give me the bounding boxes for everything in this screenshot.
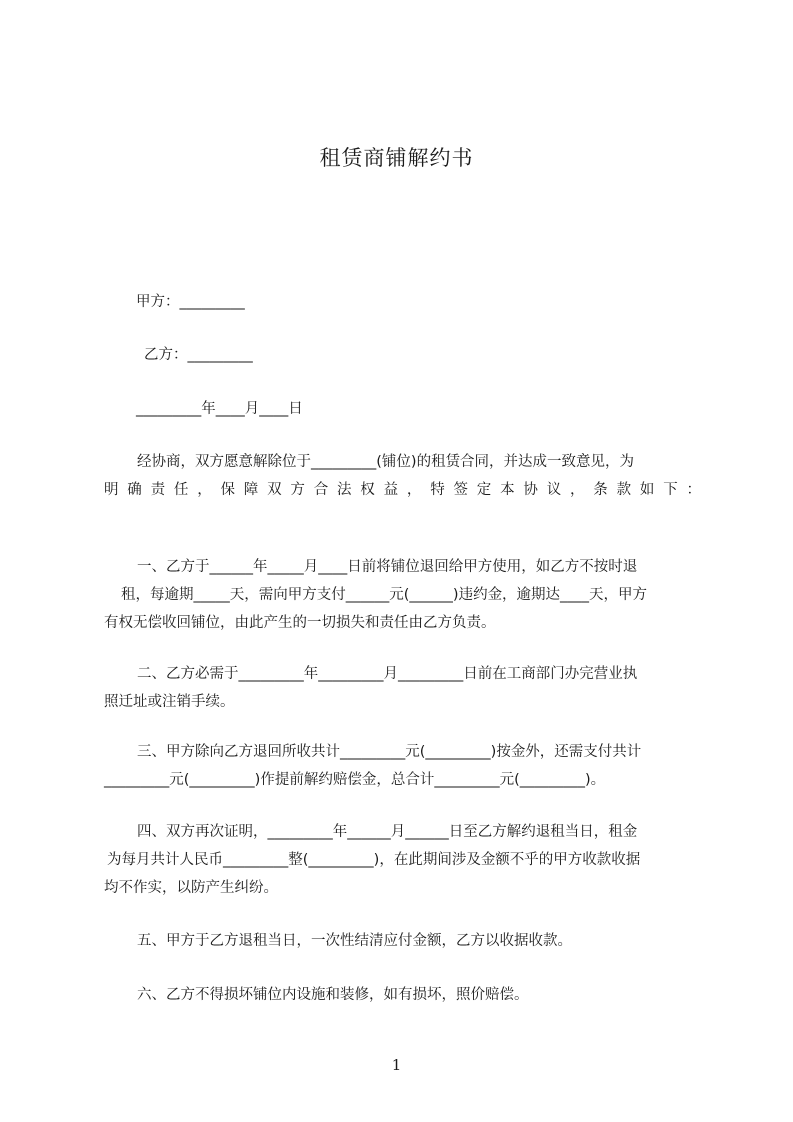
- party-b-line: 乙方：_________: [144, 347, 253, 363]
- intro-paragraph: [104, 448, 701, 504]
- intro-line-1: 经协商，双方愿意解除位于_________(铺位)的租赁合同，并达成一致意见，为: [137, 454, 635, 470]
- clause-2-line-2: 照迁址或注销手续。: [104, 694, 235, 710]
- party-a-line: 甲方：_________: [136, 294, 245, 310]
- clause-1-line-1: 一、乙方于______年_____月____日前将铺位退回给甲方使用，如乙方不按时退: [137, 559, 638, 575]
- intro-line-2: 明确责任，保障双方合法权益，特签定本协议，条款如下：: [104, 482, 701, 498]
- document-title: 租赁商铺解约书: [319, 146, 474, 170]
- clause-5: 五、甲方于乙方退租当日，一次性结清应付金额，乙方以收据收款。: [137, 933, 572, 949]
- clause-3: [104, 738, 701, 794]
- clause-1-line-2: 租，每逾期_____天，需向甲方支付______元(______)违约金，逾期达____天，甲方: [121, 587, 648, 603]
- page-number: 1: [391, 1056, 402, 1074]
- clause-4-line-3: 均不作实，以防产生纠纷。: [104, 880, 278, 896]
- clause-2-line-1: 二、乙方必需于_________年_________月_________日前在工商部门办完营业执: [137, 666, 638, 682]
- clause-3-line-2: _________元(_________)作提前解约赔偿金，总合计_________元(_________)。: [104, 772, 606, 788]
- clause-2: [104, 660, 701, 716]
- clause-6: 六、乙方不得损坏铺位内设施和装修，如有损坏，照价赔偿。: [137, 987, 529, 1003]
- clause-1: [104, 553, 701, 637]
- clause-4-line-2: 为每月共计人民币_________整(_________)，在此期间涉及金额不乎的甲方收款收据: [107, 852, 641, 868]
- clause-3-line-1: 三、甲方除向乙方退回所收共计_________元(_________)按金外，还需支付共计: [137, 744, 642, 760]
- clause-4-line-1: 四、双方再次证明，_________年______月______日至乙方解约退租当日，租金: [137, 824, 638, 840]
- clause-1-line-3: 有权无偿收回铺位，由此产生的一切损失和责任由乙方负责。: [104, 615, 496, 631]
- clause-4: [104, 818, 701, 902]
- date-line: _________年____月____日: [136, 401, 303, 417]
